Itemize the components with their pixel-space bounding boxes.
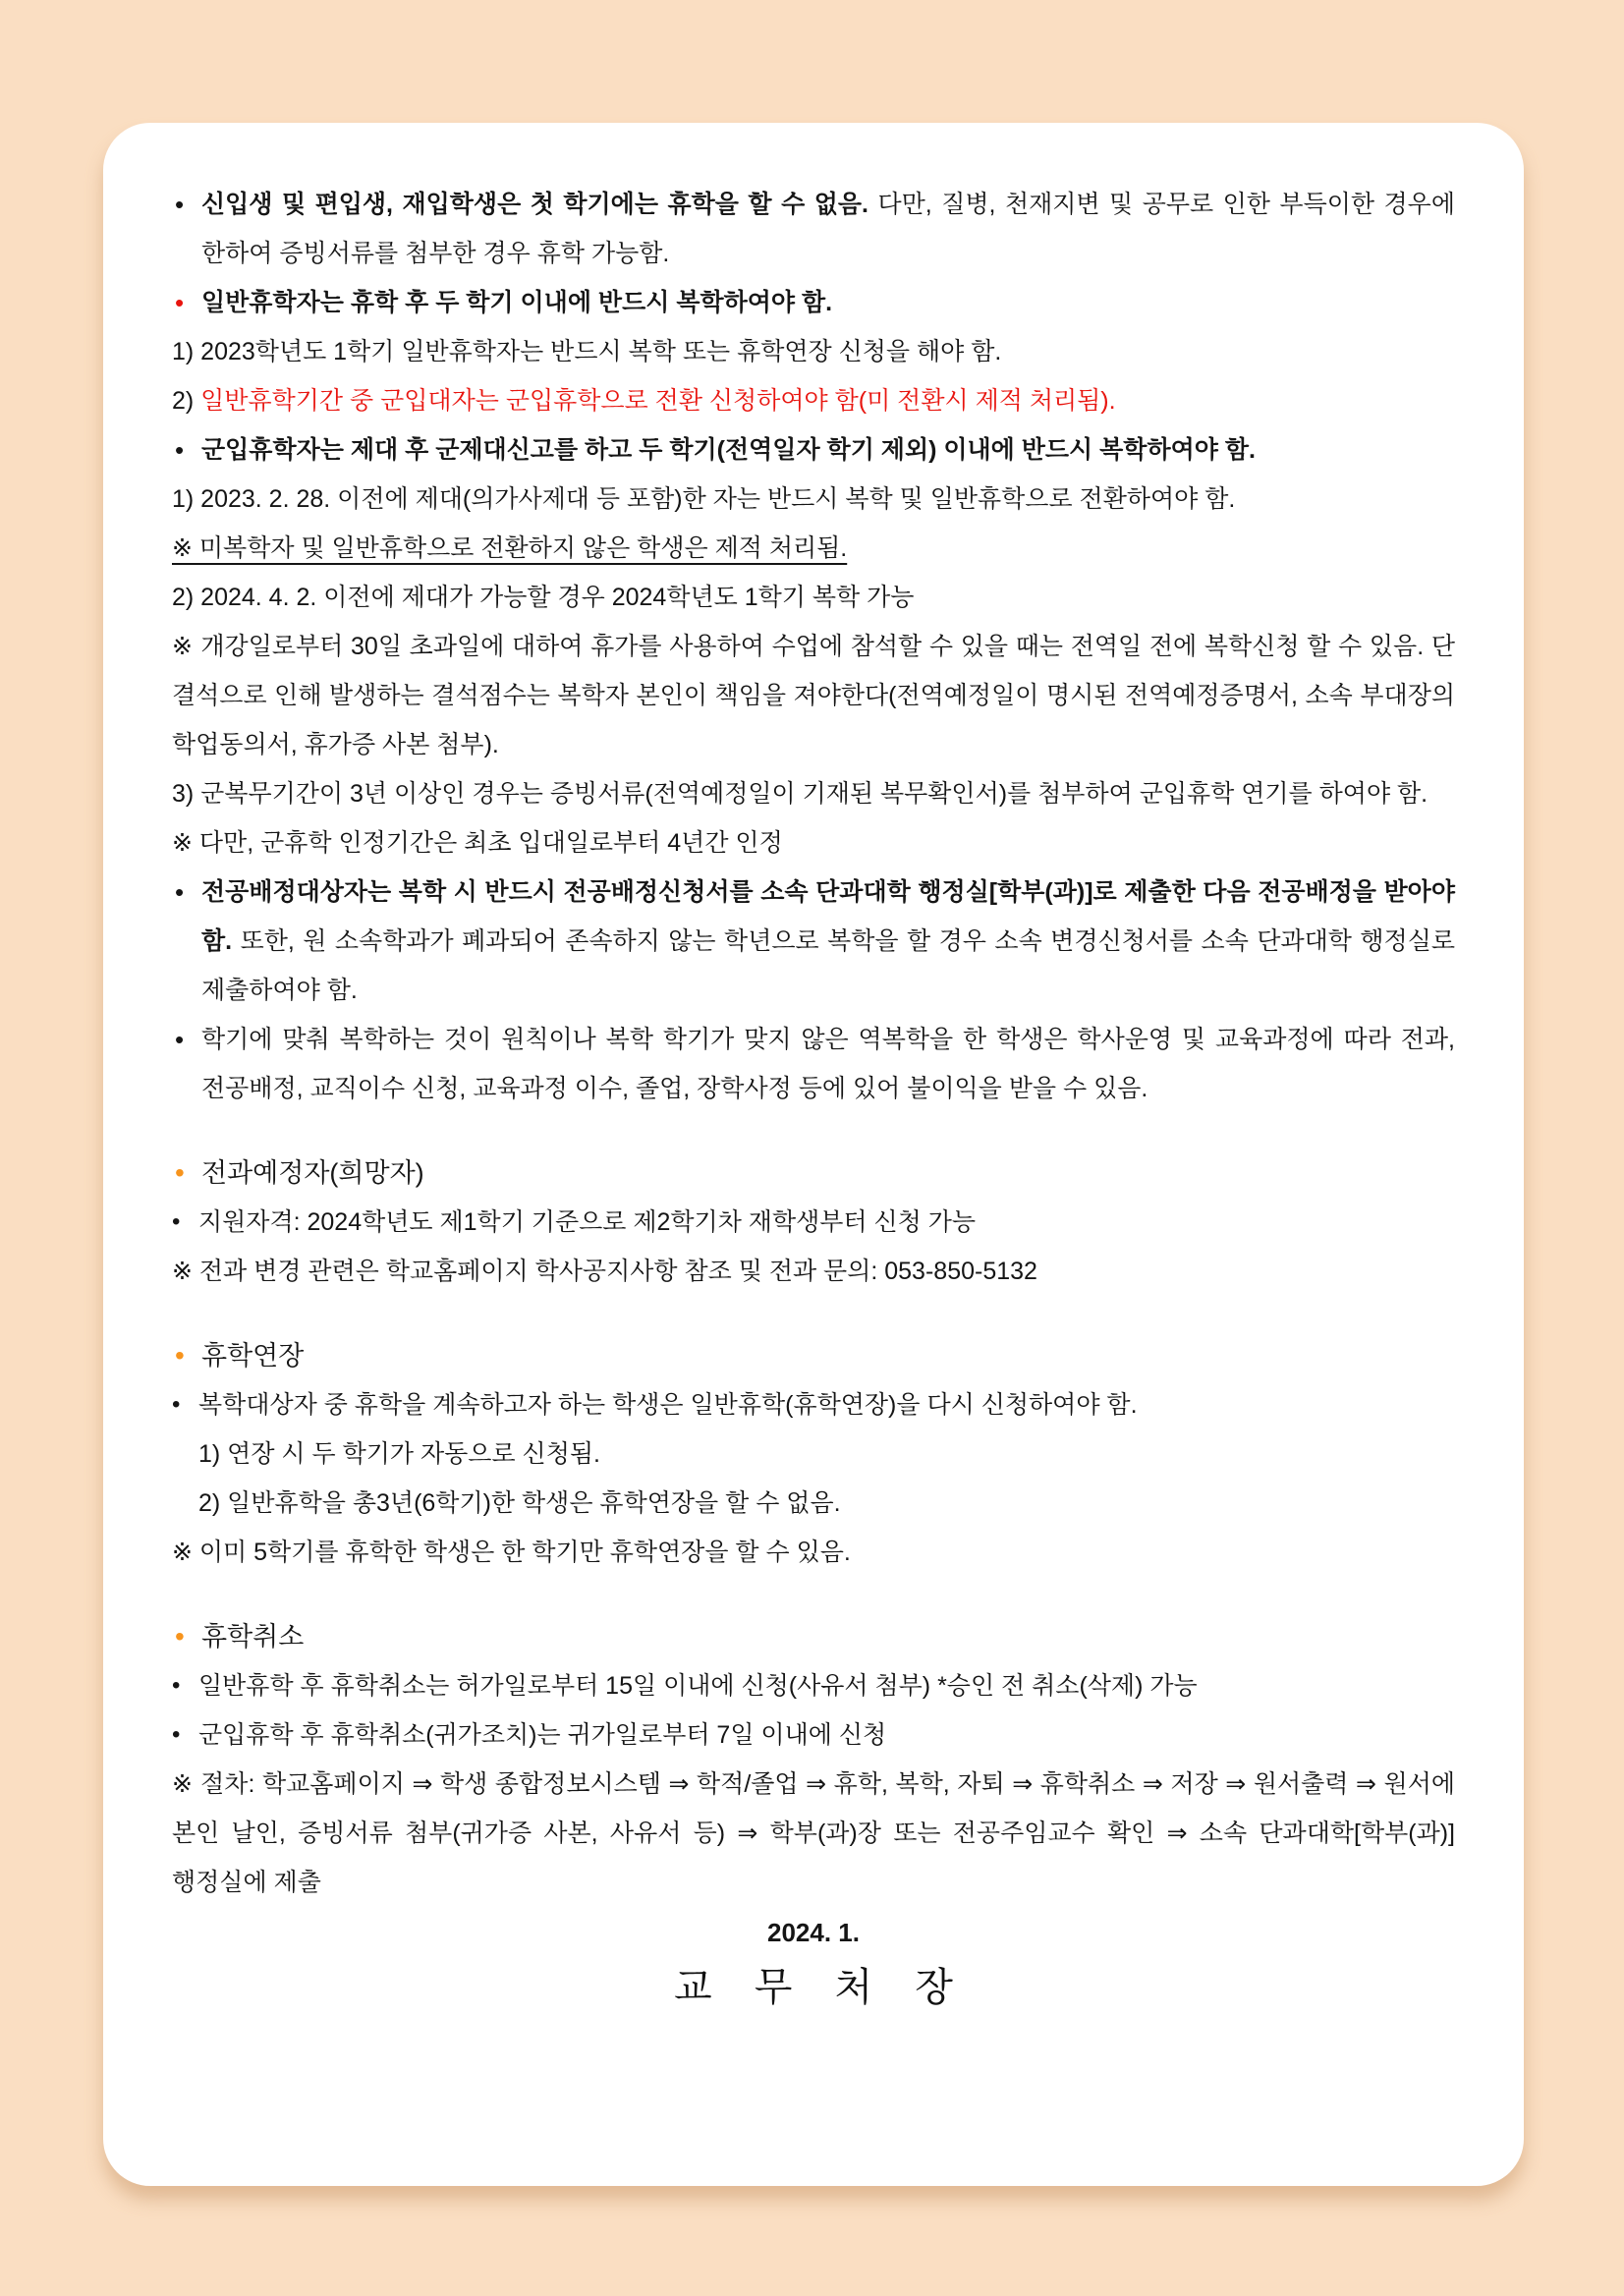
section-cancel-title	[172, 1612, 1455, 1661]
subitem-2-number: 2)	[172, 387, 195, 415]
item-freshman-rest-text: 다만, 질병, 천재지변 및 공무로 인한 부득이한 경우에 한하여 증빙서류를 첨부한 경우 휴학 가능함.	[201, 191, 1455, 267]
section-transfer-title	[172, 1148, 1455, 1198]
notice-item-offcycle-return	[172, 1015, 1455, 1113]
item-military-leave-head: 군입휴학자는 제대 후 군제대신고를 하고 두 학기(전역일자 학기 제외) 이내에 반드시 복학하여야 함.	[201, 436, 1256, 464]
notice-item-freshman-leave	[172, 180, 1455, 278]
military-leave-note-vacation: ※ 개강일로부터 30일 초과일에 대하여 휴가를 사용하여 수업에 참석할 수 있을 때는 전역일 전에 복학신청 할 수 있음. 단 결석으로 인해 발생하는 결석점수는 복학자 본인이 책임을 져야한다(전역예정일이 명시된 전역예정증명서, 소속 부대장의 학업동의서, 휴가증 사본 첨부).	[172, 633, 1455, 758]
footer-date: 2024. 1.	[767, 1918, 860, 1947]
bullet-icon-red: •	[175, 288, 185, 317]
bullet-icon: •	[175, 877, 185, 907]
item-offcycle-text: 학기에 맞춰 복학하는 것이 원칙이나 복학 학기가 맞지 않은 역복학을 한 학생은 학사운영 및 교육과정에 따라 전과, 전공배정, 교직이수 신청, 교육과정 이수, 졸업, 장학사정 등에 있어 불이익을 받을 수 있음.	[201, 1026, 1455, 1102]
bullet-icon: •	[172, 1391, 181, 1418]
section-transfer-title-text: 전과예정자(희망자)	[201, 1158, 424, 1188]
bullet-icon: •	[175, 435, 185, 465]
item-general-leave-head: 일반휴학자는 휴학 후 두 학기 이내에 반드시 복학하여야 함.	[201, 289, 833, 316]
extension-item-reapply-text: 복학대상자 중 휴학을 계속하고자 하는 학생은 일반휴학(휴학연장)을 다시 신청하여야 함.	[198, 1391, 1138, 1419]
bullet-icon-orange: •	[175, 1157, 185, 1188]
item-major-rest-text: 또한, 원 소속학과가 폐과되어 존속하지 않는 학년으로 복학을 할 경우 소속 변경신청서를 소속 단과대학 행정실로 제출하여야 함.	[201, 927, 1455, 1004]
bullet-icon-orange: •	[175, 1340, 185, 1371]
transfer-note-contact: ※ 전과 변경 관련은 학교홈페이지 학사공지사항 참조 및 전과 문의: 053-850-5132	[172, 1258, 1037, 1285]
section-cancel-title-text: 휴학취소	[201, 1622, 305, 1652]
extension-note-five-terms: ※ 이미 5학기를 휴학한 학생은 한 학기만 휴학연장을 할 수 있음.	[172, 1539, 851, 1566]
section-extension	[172, 1331, 1455, 1577]
military-leave-subitem-3: 3) 군복무기간이 3년 이상인 경우는 증빙서류(전역예정일이 기재된 복무확인서)를 첨부하여 군입휴학 연기를 하여야 함.	[172, 780, 1428, 808]
cancel-note-procedure: ※ 절차: 학교홈페이지 ⇒ 학생 종합정보시스템 ⇒ 학적/졸업 ⇒ 휴학, 복학, 자퇴 ⇒ 휴학취소 ⇒ 저장 ⇒ 원서출력 ⇒ 원서에 본인 날인, 증빙서류 첨부(귀가증 사본, 사유서 등) ⇒ 학부(과)장 또는 전공주임교수 확인 ⇒ 소속 단과대학[학부(과)] 행정실에 제출	[172, 1770, 1455, 1896]
bullet-icon: •	[172, 1208, 181, 1235]
military-leave-subitem-1: 1) 2023. 2. 28. 이전에 제대(의가사제대 등 포함)한 자는 반드시 복학 및 일반휴학으로 전환하여야 함.	[172, 485, 1236, 513]
military-leave-note-expulsion: ※ 미복학자 및 일반휴학으로 전환하지 않은 학생은 제적 처리됨.	[172, 534, 848, 562]
notice-card	[103, 123, 1524, 2186]
section-extension-title-text: 휴학연장	[201, 1341, 305, 1371]
item-freshman-bold-text: 신입생 및 편입생, 재입학생은 첫 학기에는 휴학을 할 수 없음.	[201, 191, 868, 218]
transfer-item-eligibility	[172, 1198, 1455, 1247]
bullet-icon: •	[175, 1025, 185, 1054]
item-major-bold-text: 전공배정대상자는 복학 시 반드시 전공배정신청서를 소속 단과대학 행정실[학부(과)]로 제출한 다음 전공배정을 받아야 함.	[201, 878, 1455, 955]
extension-subitem-2: 2) 일반휴학을 총3년(6학기)한 학생은 휴학연장을 할 수 없음.	[198, 1489, 841, 1517]
general-leave-subitem-2	[172, 376, 1455, 425]
bullet-icon: •	[172, 1672, 181, 1699]
section-extension-title	[172, 1331, 1455, 1380]
bullet-icon: •	[175, 190, 185, 219]
extension-subitem-1: 1) 연장 시 두 학기가 자동으로 신청됨.	[198, 1440, 600, 1468]
notice-item-major-assignment	[172, 868, 1455, 1015]
military-leave-note-period: ※ 다만, 군휴학 인정기간은 최초 입대일로부터 4년간 인정	[172, 829, 783, 857]
transfer-item-eligibility-text: 지원자격: 2024학년도 제1학기 기준으로 제2학기차 재학생부터 신청 가능	[198, 1208, 977, 1236]
military-leave-subitem-2: 2) 2024. 4. 2. 이전에 제대가 가능할 경우 2024학년도 1학기 복학 가능	[172, 584, 915, 611]
bullet-icon-orange: •	[175, 1621, 185, 1652]
extension-item-reapply	[172, 1380, 1455, 1429]
cancel-item-general-text: 일반휴학 후 휴학취소는 허가일로부터 15일 이내에 신청(사유서 첨부) *승인 전 취소(삭제) 가능	[198, 1672, 1198, 1700]
cancel-item-general	[172, 1661, 1455, 1710]
cancel-item-military-text: 군입휴학 후 휴학취소(귀가조치)는 귀가일로부터 7일 이내에 신청	[198, 1721, 887, 1749]
notice-item-military-leave	[172, 425, 1455, 475]
notice-item-general-leave	[172, 278, 1455, 327]
section-cancel	[172, 1612, 1455, 1907]
footer-signature: 교 무 처 장	[674, 1966, 969, 2009]
subitem-2-red-text: 일반휴학기간 중 군입대자는 군입휴학으로 전환 신청하여야 함(미 전환시 제적 처리됨).	[194, 387, 1116, 415]
section-transfer	[172, 1148, 1455, 1296]
bullet-icon: •	[172, 1721, 181, 1748]
general-leave-subitem-1: 1) 2023학년도 1학기 일반휴학자는 반드시 복학 또는 휴학연장 신청을 해야 함.	[172, 338, 1002, 365]
cancel-item-military	[172, 1710, 1455, 1760]
